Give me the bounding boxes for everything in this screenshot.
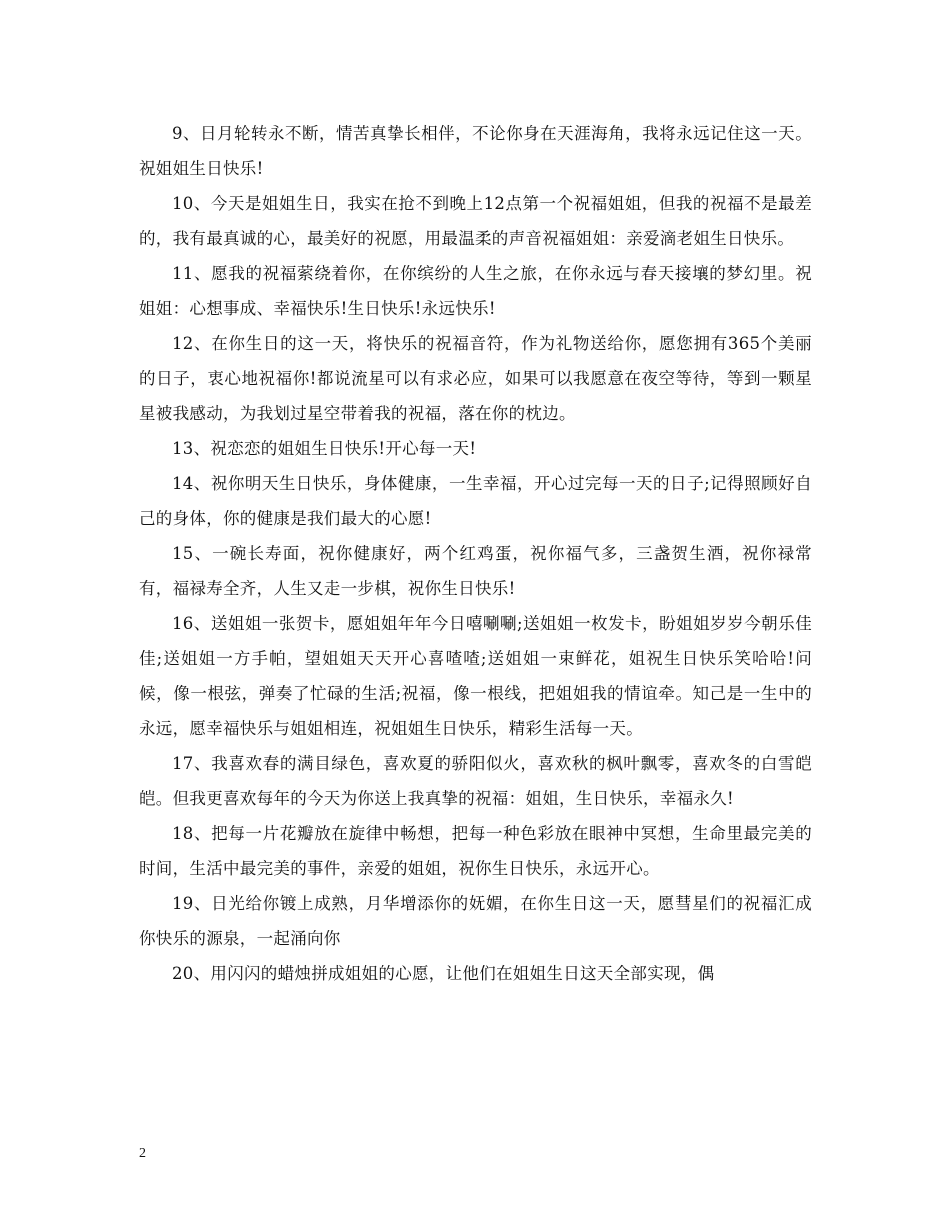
paragraph-16: 16、送姐姐一张贺卡，愿姐姐年年今日嘻唰唰;送姐姐一枚发卡，盼姐姐岁岁今朝乐佳佳;送姐姐一方手帕，望姐姐天天开心喜喳喳;送姐姐一束鲜花，姐祝生日快乐笑哈哈!问候，像一根弦，弹奏了忙碌的生活;祝福，像一根线，把姐姐我的情谊牵。知己是一生中的永远，愿幸福快乐与姐姐相连，祝姐姐生日快乐，精彩生活每一天。 <box>139 614 812 738</box>
paragraph-13: 13、祝恋恋的姐姐生日快乐!开心每一天! <box>172 439 477 458</box>
paragraph-19: 19、日光给你镀上成熟，月华增添你的妩媚，在你生日这一天，愿彗星们的祝福汇成你快乐的源泉，一起涌向你 <box>139 894 812 948</box>
paragraph-10: 10、今天是姐姐生日，我实在抢不到晚上12点第一个祝福姐姐，但我的祝福不是最差的，我有最真诚的心，最美好的祝愿，用最温柔的声音祝福姐姐：亲爱滴老姐生日快乐。 <box>139 194 812 248</box>
paragraph-17: 17、我喜欢春的满目绿色，喜欢夏的骄阳似火，喜欢秋的枫叶飘零，喜欢冬的白雪皑皑。但我更喜欢每年的今天为你送上我真挚的祝福：姐姐，生日快乐，幸福永久! <box>139 754 812 808</box>
paragraph-20: 20、用闪闪的蜡烛拼成姐姐的心愿，让他们在姐姐生日这天全部实现，偶 <box>172 964 715 983</box>
paragraph-15: 15、一碗长寿面，祝你健康好，两个红鸡蛋，祝你福气多，三盏贺生酒，祝你禄常有，福禄寿全齐，人生又走一步棋，祝你生日快乐! <box>139 544 812 598</box>
page-number: 2 <box>139 1146 146 1161</box>
body-text <box>139 116 812 991</box>
paragraph-14: 14、祝你明天生日快乐，身体健康，一生幸福，开心过完每一天的日子;记得照顾好自己的身体，你的健康是我们最大的心愿! <box>139 474 812 528</box>
paragraph-9: 9、日月轮转永不断，情苦真挚长相伴，不论你身在天涯海角，我将永远记住这一天。祝姐姐生日快乐! <box>139 124 812 178</box>
paragraph-12: 12、在你生日的这一天，将快乐的祝福音符，作为礼物送给你，愿您拥有365个美丽的日子，衷心地祝福你!都说流星可以有求必应，如果可以我愿意在夜空等待，等到一颗星星被我感动，为我划过星空带着我的祝福，落在你的枕边。 <box>139 334 812 423</box>
paragraph-18: 18、把每一片花瓣放在旋律中畅想，把每一种色彩放在眼神中冥想，生命里最完美的时间，生活中最完美的事件，亲爱的姐姐，祝你生日快乐，永远开心。 <box>139 824 812 878</box>
paragraph-11: 11、愿我的祝福萦绕着你，在你缤纷的人生之旅，在你永远与春天接壤的梦幻里。祝姐姐：心想事成、幸福快乐!生日快乐!永远快乐! <box>139 264 812 318</box>
